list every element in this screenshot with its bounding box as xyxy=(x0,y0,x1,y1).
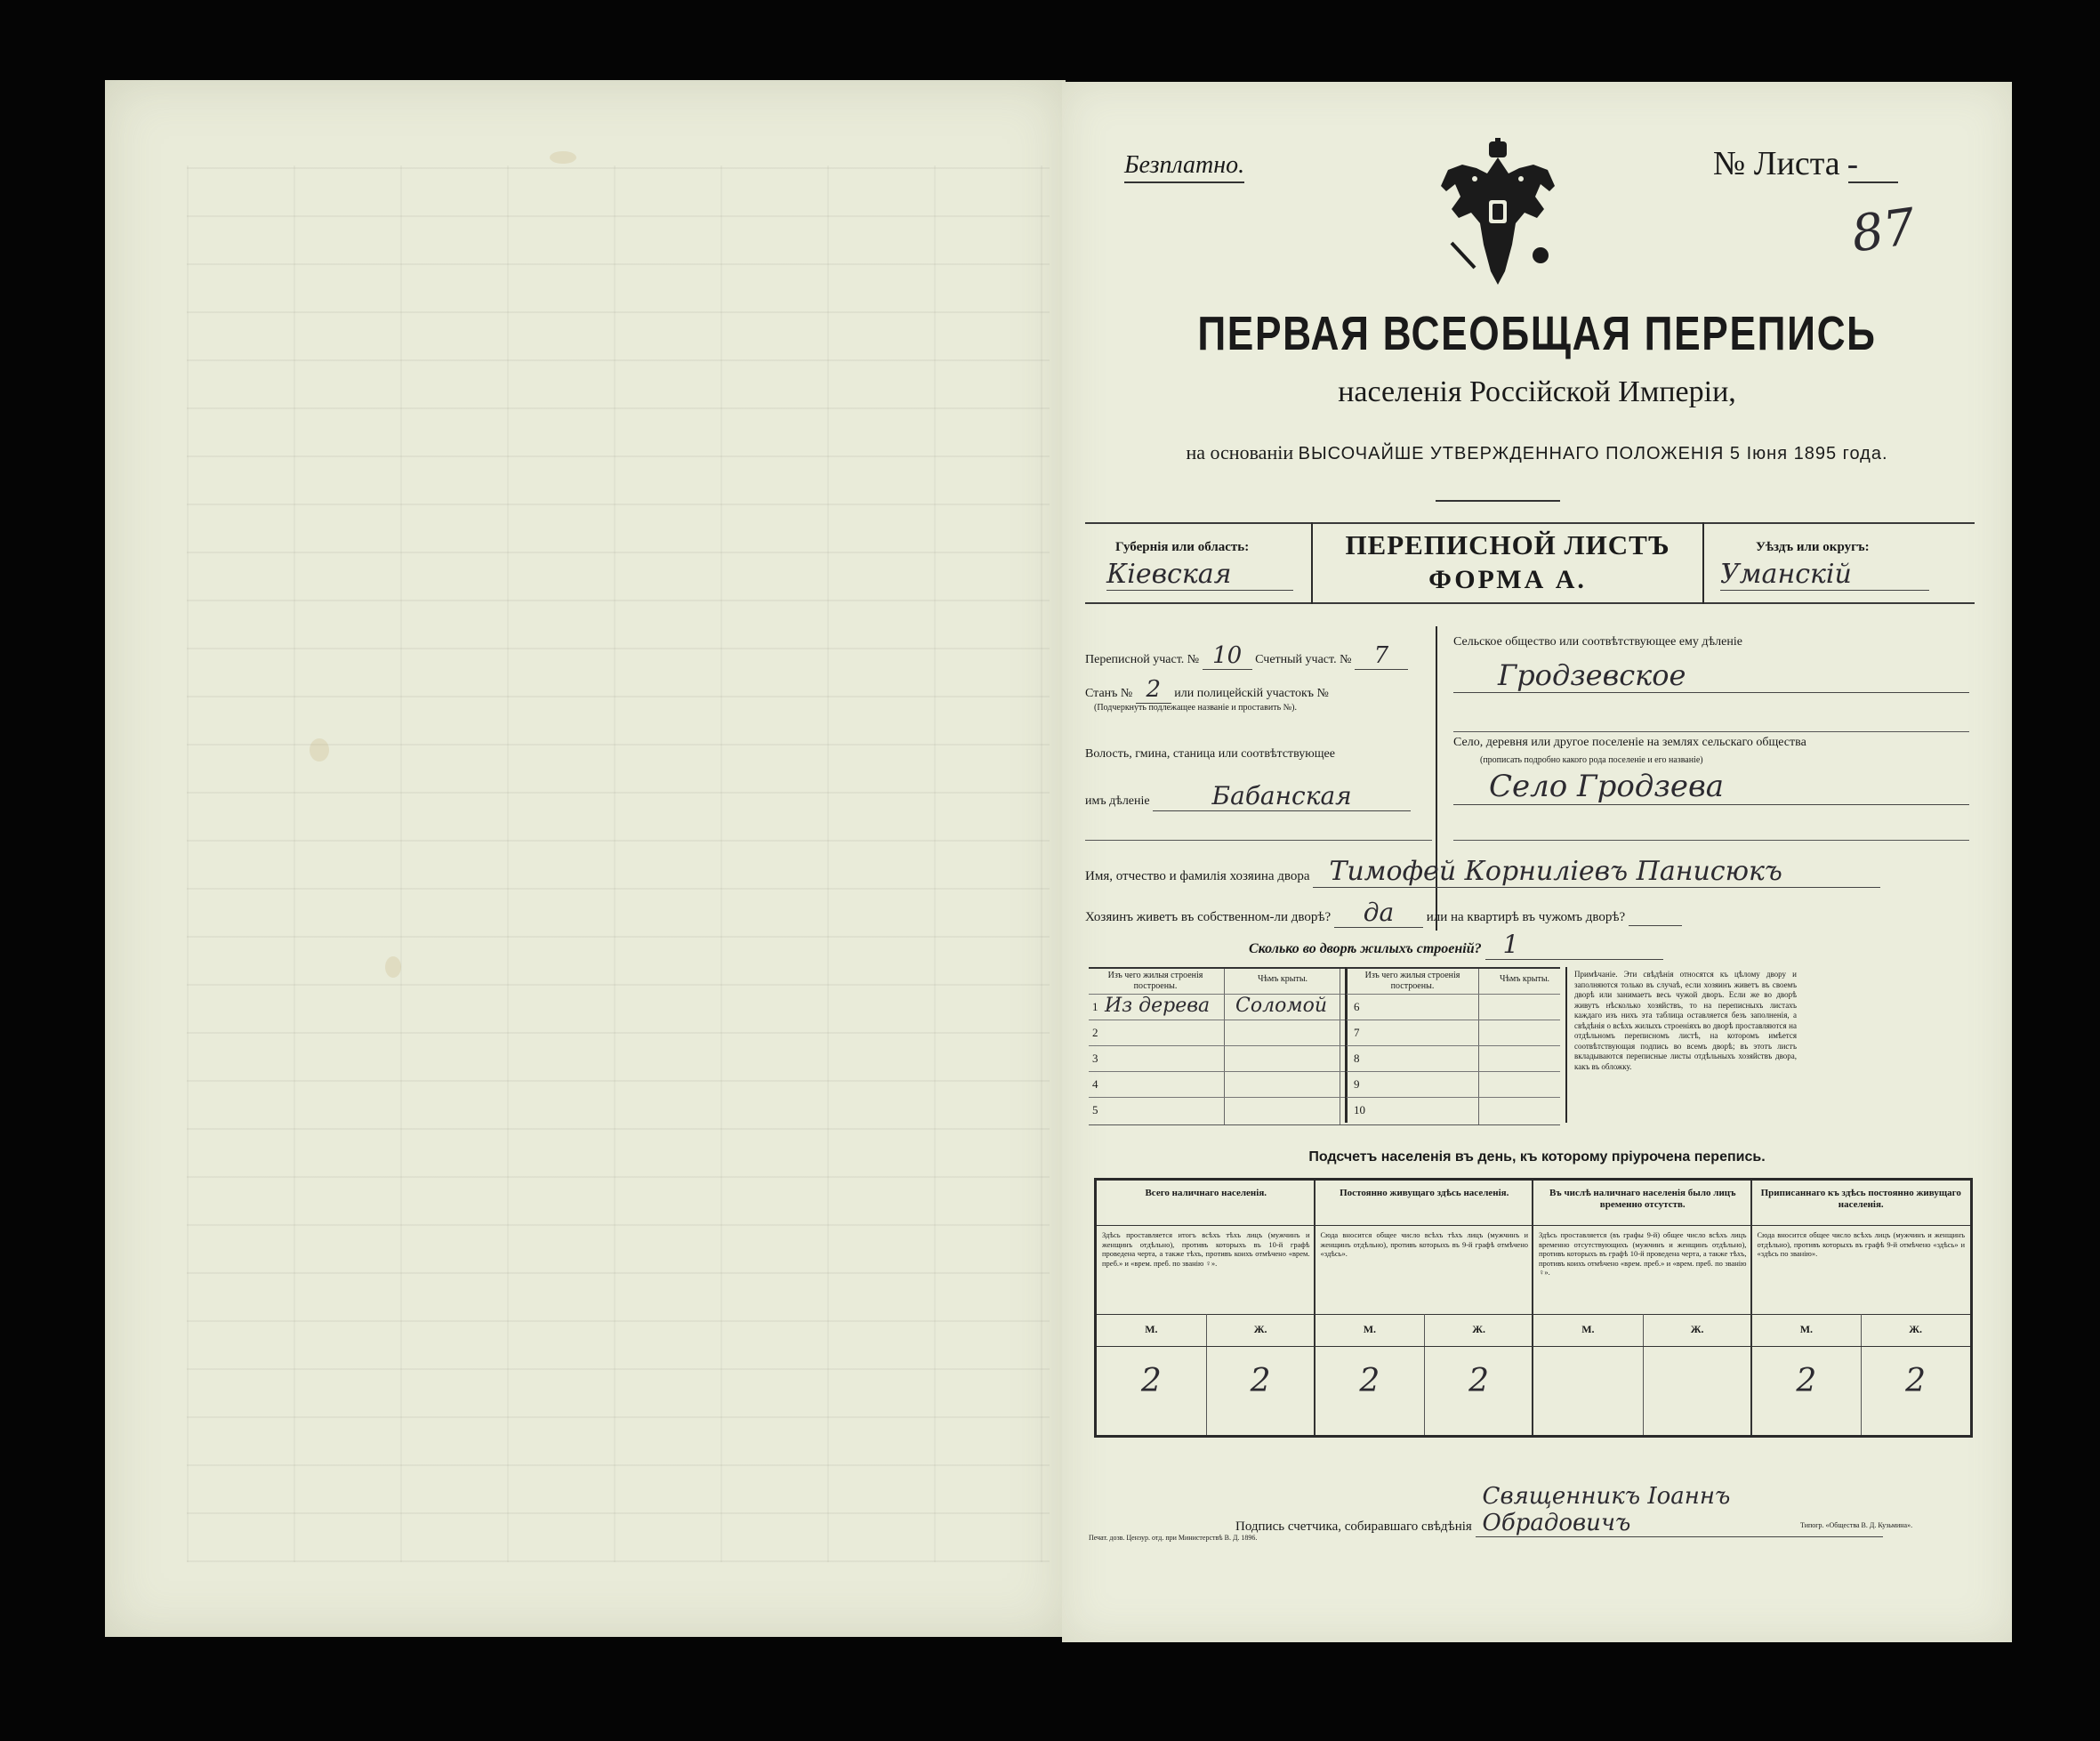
province-value: Кіевская xyxy=(1106,559,1293,591)
census-section-row: Переписной участ. № 10 Счетный участ. № 7 xyxy=(1085,642,1432,670)
female-count: 2 xyxy=(1905,1363,1927,1399)
buildings-table-right xyxy=(1347,967,1560,1125)
roof-material: Соломой xyxy=(1235,995,1327,1017)
form-title: ПЕРЕПИСНОЙ ЛИСТЪ xyxy=(1345,529,1670,560)
tally-column-description: Здѣсь проставляется (въ графы 9-й) общее число всѣхъ лицъ временно отсутствующихъ (мужчинъ и женщинъ отдѣльно), противъ которыхъ въ графѣ 10-й проведена черта, а также тѣхъ, противъ коихъ отмѣчено «врем. преб.» и «врем. преб. по званію ♀». xyxy=(1539,1230,1747,1277)
female-label: Ж. xyxy=(1472,1323,1486,1335)
rule xyxy=(1453,731,1969,732)
buildings-row xyxy=(1347,1020,1560,1046)
faint-grid xyxy=(187,165,1050,1562)
row-number: 7 xyxy=(1354,1026,1360,1039)
female-label: Ж. xyxy=(1690,1323,1704,1335)
tally-column xyxy=(1097,1181,1316,1435)
village-note: (прописать подробно какого рода поселеніе и его названіе) xyxy=(1480,755,1703,765)
free-label: Безплатно. xyxy=(1124,151,1244,183)
rule xyxy=(1565,967,1567,1123)
underline-note: (Подчеркнуть подлежащее названіе и проставить №). xyxy=(1094,703,1297,713)
male-count: 2 xyxy=(1140,1363,1162,1399)
male-count: 2 xyxy=(1796,1363,1817,1399)
row-number: 1 xyxy=(1092,1000,1098,1013)
tally-column xyxy=(1752,1181,1971,1435)
sheet-number-label: № Листа xyxy=(1713,144,1898,183)
sheet-number-handwritten: 87 xyxy=(1847,197,1919,264)
stan-row: Станъ № 2 или полицейскій участокъ № xyxy=(1085,676,1329,703)
tally-column xyxy=(1316,1181,1534,1435)
row-number: 6 xyxy=(1354,1000,1360,1013)
tally-heading: Подсчетъ населенія въ день, къ которому пріурочена перепись. xyxy=(1308,1149,1766,1165)
material-col-header: Изъ чего жилыя строенія построены. xyxy=(1107,971,1203,991)
left-page xyxy=(105,80,1066,1637)
male-label: М. xyxy=(1145,1323,1158,1335)
row-number: 2 xyxy=(1092,1026,1098,1039)
tally-column-title: Всего наличнаго населенія. xyxy=(1145,1188,1267,1198)
row-number: 5 xyxy=(1092,1103,1098,1116)
roof-col-header: Чѣмъ крыты. xyxy=(1257,974,1308,984)
census-form-page xyxy=(1062,82,2012,1642)
buildings-row: Сколько во дворѣ жилыхъ строеній? 1 xyxy=(1249,930,1960,960)
female-label: Ж. xyxy=(1253,1323,1267,1335)
row-number: 10 xyxy=(1354,1103,1365,1116)
stain xyxy=(385,956,401,978)
owner-name-value: Тимофей Корниліевъ Панисюкъ xyxy=(1313,856,1880,888)
own-yard-row: Хозяинъ живетъ въ собственном-ли дворѣ? да или на квартирѣ въ чужомъ дворѣ? xyxy=(1085,898,1975,928)
tally-column-description: Сюда вносится общее число всѣхъ тѣхъ лицъ (мужчинъ и женщинъ отдѣльно), противъ которыхъ въ 9-й графѣ отмѣчено «здѣсь». xyxy=(1320,1230,1528,1258)
village-value: Село Гродзева xyxy=(1453,769,1969,805)
double-headed-eagle-emblem xyxy=(1436,138,1560,285)
signature-row: Подпись счетчика, собиравшаго свѣдѣнія Священникъ Іоаннъ Обрадовичъ xyxy=(1235,1483,2000,1537)
buildings-row xyxy=(1347,1071,1560,1098)
legal-basis-line: на основаніи ВЫСОЧАЙШЕ УТВЕРЖДЕННАГО ПОЛОЖЕНІЯ 5 Іюня 1895 года. xyxy=(1186,441,1888,463)
tally-column-description: Здѣсь проставляется итогъ всѣхъ тѣхъ лицъ (мужчинъ и женщинъ отдѣльно), противъ которыхъ въ 10-й графѣ проведена черта, а также тѣхъ, противъ коихъ отмѣчено «врем. преб.» и «врем. преб. по званію ♀». xyxy=(1102,1230,1310,1268)
material-col-header: Изъ чего жилыя строенія построены. xyxy=(1364,971,1460,991)
form-name: ФОРМА А. xyxy=(1428,565,1587,594)
male-label: М. xyxy=(1581,1323,1595,1335)
rule xyxy=(1453,840,1969,841)
tally-column xyxy=(1533,1181,1752,1435)
village-label: Село, деревня или другое поселеніе на землях сельскаго общества xyxy=(1453,736,1806,749)
row-number: 3 xyxy=(1092,1052,1098,1065)
censor-imprint: Печат. дозв. Цензур. отд. при Министерствѣ В. Д. 1896. xyxy=(1089,1534,1258,1542)
ornament-divider xyxy=(1436,500,1560,502)
rule xyxy=(1085,522,1975,524)
own-yard-value: да xyxy=(1334,898,1423,928)
buildings-row xyxy=(1347,994,1560,1020)
census-section-value: 10 xyxy=(1203,642,1252,670)
row-number: 9 xyxy=(1354,1077,1360,1091)
society-value: Гродзевское xyxy=(1453,658,1969,693)
rule xyxy=(1702,522,1704,604)
female-count: 2 xyxy=(1250,1363,1271,1399)
rule xyxy=(1085,840,1432,841)
stain xyxy=(550,151,576,164)
district-label: Уѣздъ или округъ: xyxy=(1756,540,1870,554)
male-label: М. xyxy=(1799,1323,1814,1335)
district-value: Уманскій xyxy=(1720,559,1929,591)
row-number: 4 xyxy=(1092,1077,1098,1091)
tally-column-title: Постоянно живущаго здѣсь населенія. xyxy=(1340,1188,1509,1198)
male-label: М. xyxy=(1363,1323,1377,1335)
counter-signature: Священникъ Іоаннъ Обрадовичъ xyxy=(1476,1483,1883,1537)
building-material: Из дерева xyxy=(1105,995,1211,1017)
roof-col-header: Чѣмъ крыты. xyxy=(1499,974,1550,984)
page-subtitle: населенія Россійской Имперіи, xyxy=(1338,375,1736,408)
volost-value: Бабанская xyxy=(1153,781,1411,811)
female-label: Ж. xyxy=(1909,1323,1923,1335)
row-number: 8 xyxy=(1354,1052,1360,1065)
page-title: ПЕРВАЯ ВСЕОБЩАЯ ПЕРЕПИСЬ xyxy=(1197,307,1877,360)
rule xyxy=(1085,602,1975,604)
printer-imprint: Типогр. «Общества В. Д. Кузьмина». xyxy=(1800,1521,1913,1529)
female-count: 2 xyxy=(1468,1363,1490,1399)
province-label: Губернія или область: xyxy=(1115,540,1250,554)
owner-name-row: Имя, отчество и фамилія хозяина двора Тимофей Корниліевъ Панисюкъ xyxy=(1085,856,1975,888)
volost-row: имъ дѣленіе Бабанская xyxy=(1085,781,1432,811)
male-count: 2 xyxy=(1359,1363,1380,1399)
volost-label: Волость, гмина, станица или соотвѣтствующее xyxy=(1085,747,1335,761)
buildings-note: Примѣчаніе. Эти свѣдѣнія относятся къ цѣлому двору и заполняются только въ случаѣ, если хозяинъ живетъ въ своемъ дворѣ или занимаетъ весь чужой дворъ. Если же во дворѣ живутъ нѣсколько хозяйствъ, то на переписныхъ листахъ каждаго изъ нихъ эта таблица оставляется безъ заполненія, а свѣдѣнія о всѣхъ жилыхъ строеніяхъ во дворѣ проставляются на отдѣльномъ переписномъ листѣ, на которомъ имѣется соотвѣтствующая подпись во всемъ дворѣ; въ этотъ листъ вкладываются переписные листы отдѣльныхъ хозяйствъ двора, какъ въ обложку. xyxy=(1574,970,1797,1071)
buildings-row xyxy=(1347,1045,1560,1072)
stain xyxy=(310,738,329,762)
tally-column-description: Сюда вносится общее число всѣхъ лицъ (мужчинъ и женщинъ отдѣльно), противъ которыхъ въ графѣ 9-й отмѣчено «здѣсь» и «здѣсь по званію». xyxy=(1757,1230,1965,1258)
society-label: Сельское общество или соотвѣтствующее ему дѣленіе xyxy=(1453,635,1742,649)
tally-column-title: Приписаннаго къ здѣсь постоянно живущаго населенія. xyxy=(1760,1188,1961,1210)
buildings-row xyxy=(1347,1097,1560,1124)
count-section-value: 7 xyxy=(1355,642,1408,670)
buildings-value: 1 xyxy=(1485,930,1663,960)
population-tally-table xyxy=(1094,1178,1973,1438)
tally-column-title: Въ числѣ наличнаго населенія было лицъ временно отсутств. xyxy=(1549,1188,1736,1210)
stan-value: 2 xyxy=(1136,676,1171,704)
